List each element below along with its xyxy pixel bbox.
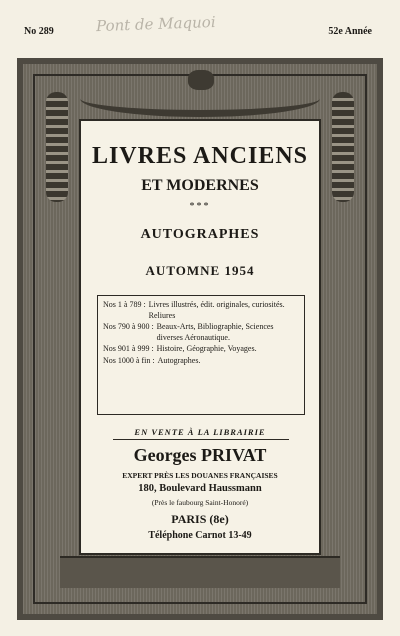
catalog-desc: Livres illustrés, édit. originales, curiosités. Reliures: [148, 300, 285, 320]
catalog-row: [103, 356, 299, 367]
year-label: 52e Année: [328, 26, 372, 37]
catalog-range: Nos 901 à 999 :: [103, 344, 154, 353]
garland-right-icon: [332, 92, 354, 202]
pencil-annotation: Pont de Maquoi: [95, 12, 216, 36]
subtitle: AUTOGRAPHES: [140, 227, 260, 242]
catalog-row: [103, 344, 299, 355]
catalog-range: Nos 790 à 900 :: [103, 322, 154, 331]
catalog-box: [97, 295, 305, 415]
cover-panel: [79, 119, 321, 555]
season-label: AUTOMNE 1954: [145, 263, 255, 278]
stars-divider: ***: [189, 201, 211, 212]
bow-ornament-icon: [188, 70, 214, 90]
shop-address: 180, Boulevard Haussmann: [138, 483, 262, 494]
sale-line: EN VENTE À LA LIBRAIRIE: [134, 427, 266, 437]
catalog-row: [103, 322, 299, 343]
shop-name: Georges PRIVAT: [133, 445, 267, 465]
catalog-row: [103, 300, 299, 321]
title-line-1: LIVRES ANCIENS: [91, 143, 309, 169]
catalog-range: Nos 1 à 789 :: [103, 300, 146, 309]
phone-line: Téléphone Carnot 13-49: [148, 530, 252, 541]
garland-left-icon: [46, 92, 68, 202]
divider: [113, 439, 289, 440]
address-note: (Près le faubourg Saint-Honoré): [151, 498, 249, 507]
issue-number: No 289: [24, 26, 54, 37]
catalog-desc: Beaux-Arts, Bibliographie, Sciences diverses Aéronautique.: [156, 322, 274, 342]
city-line: PARIS (8e): [171, 512, 229, 526]
catalog-range: Nos 1000 à fin :: [103, 355, 155, 365]
expert-line: EXPERT PRÈS LES DOUANES FRANÇAISES: [122, 471, 278, 480]
frame-plinth: [60, 556, 340, 588]
catalog-desc: Histoire, Géographie, Voyages.: [156, 344, 257, 353]
title-line-2: ET MODERNES: [141, 177, 259, 194]
catalog-desc: Autographes.: [157, 355, 201, 365]
